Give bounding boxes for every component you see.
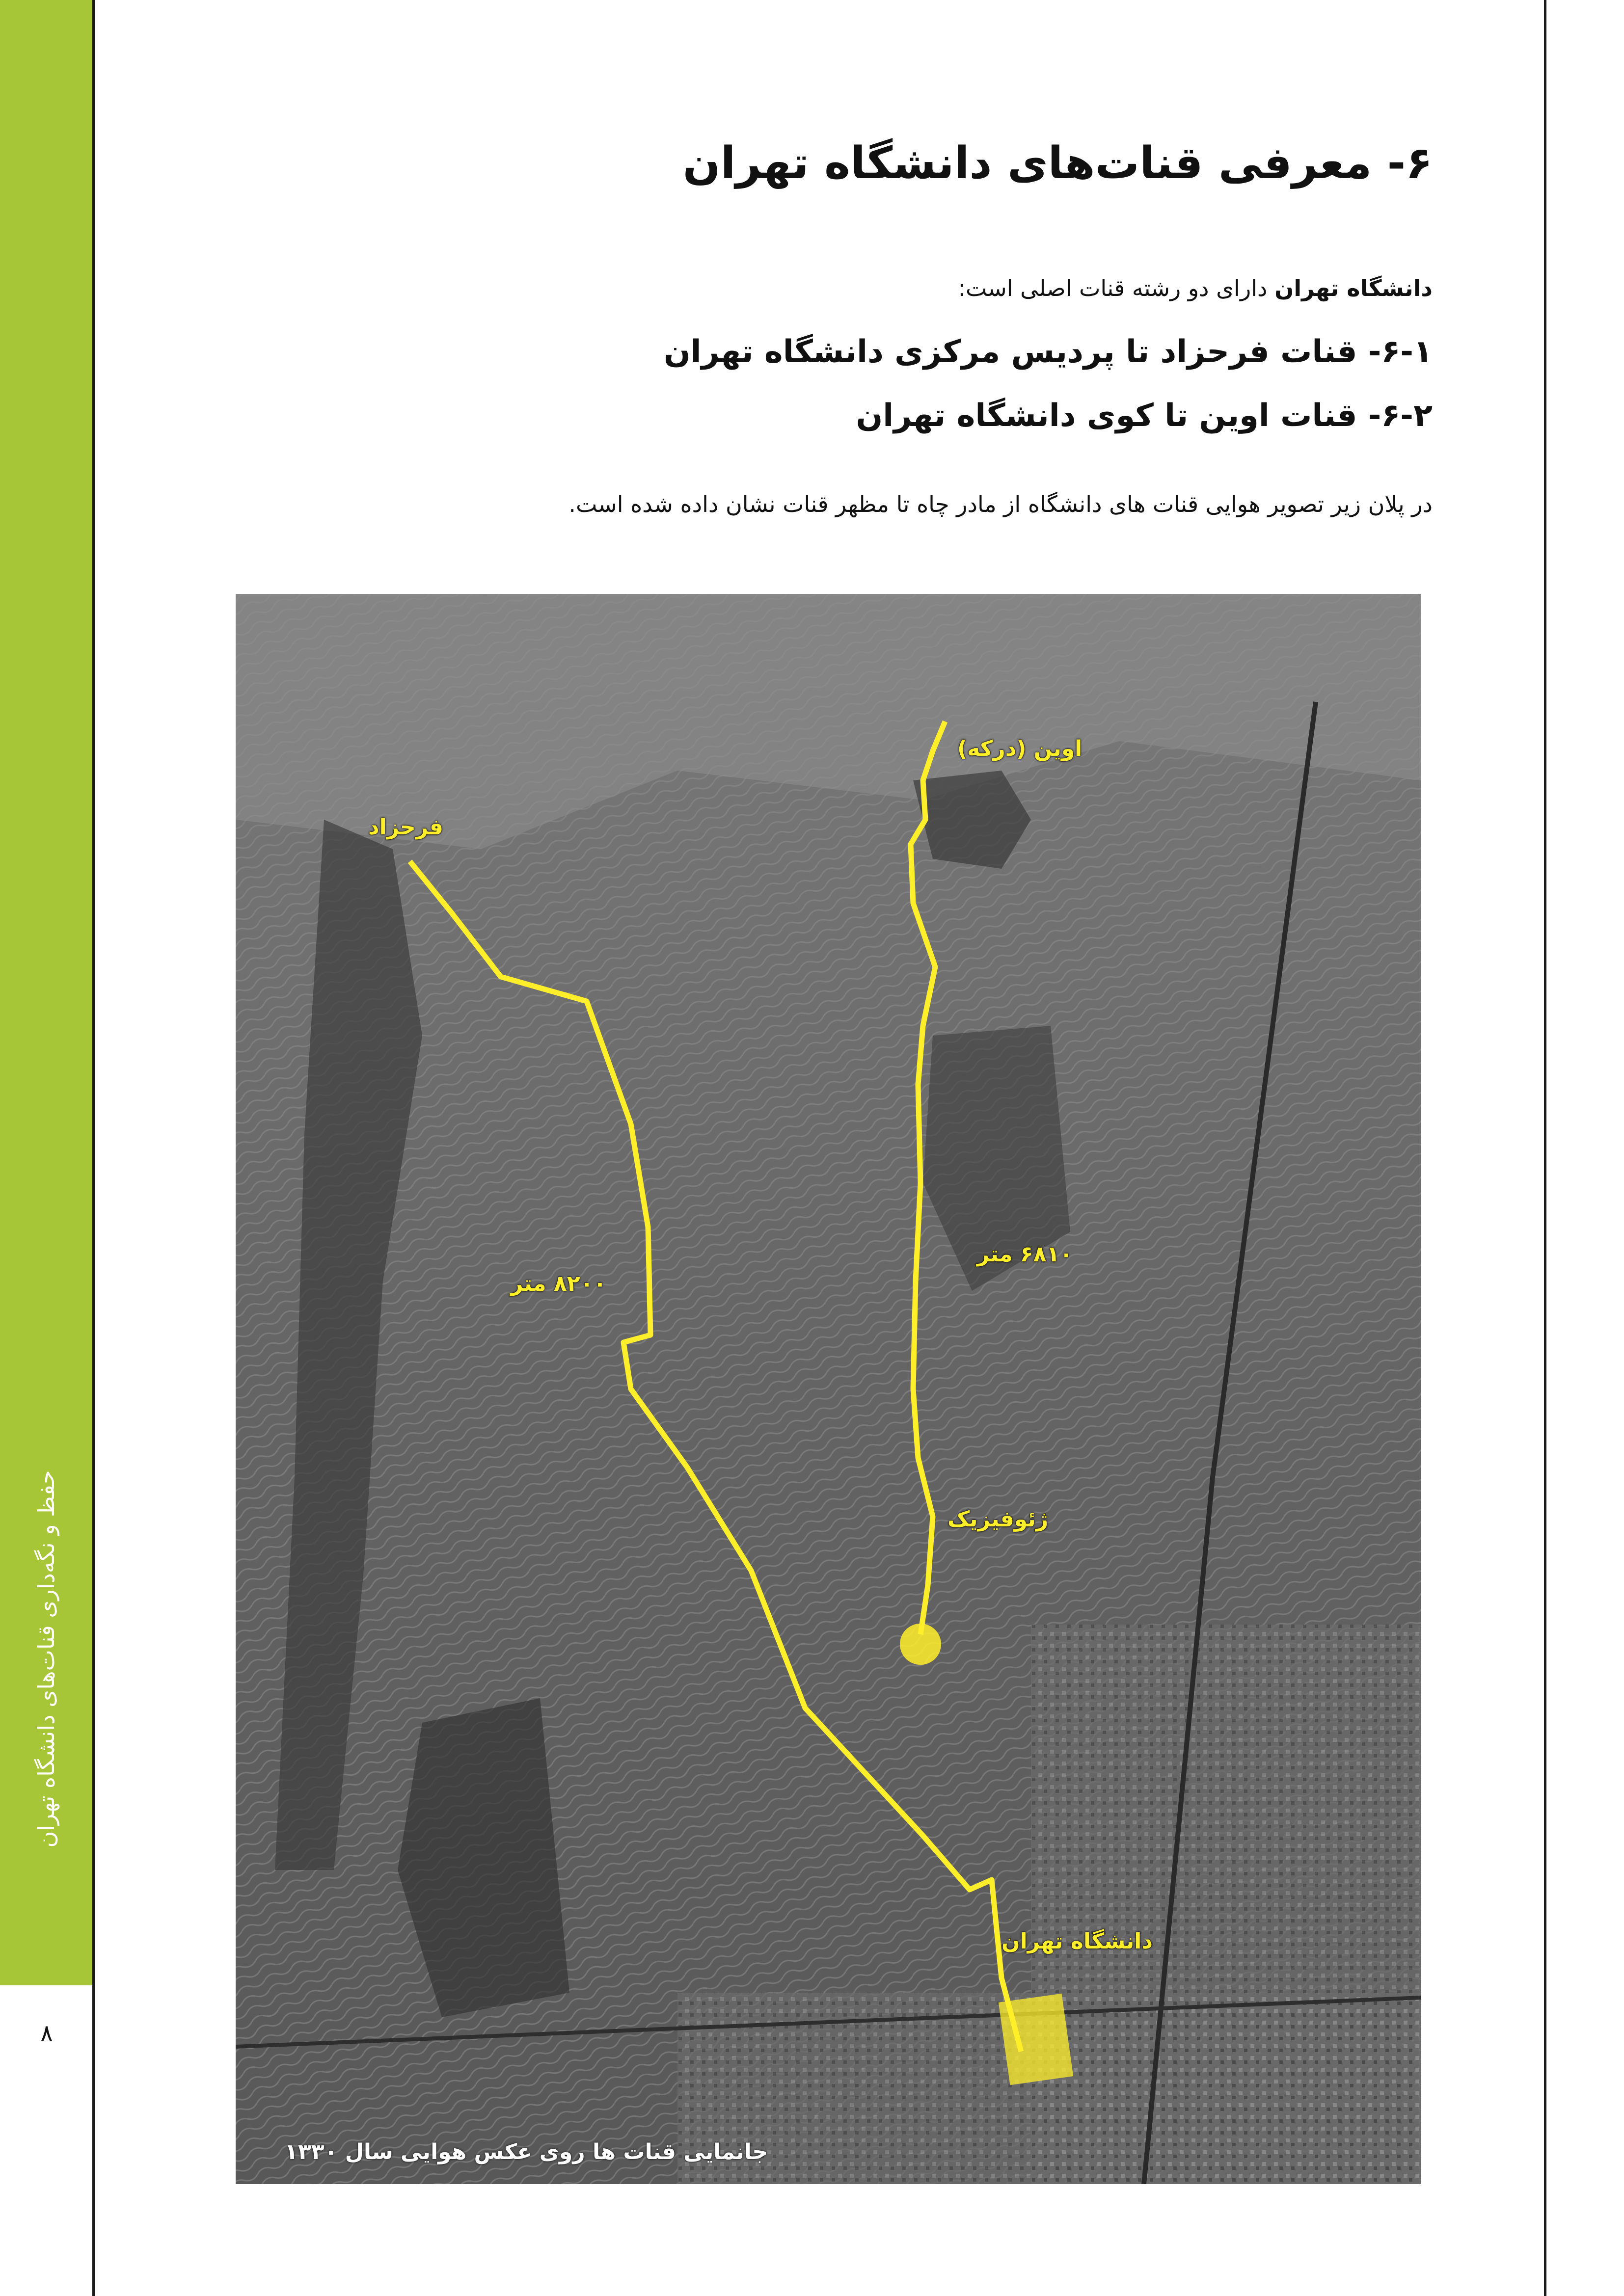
label-evin: اوین (درکه) [957,736,1083,761]
sidebar-running-title: حفظ و نگه‌داری قنات‌های دانشگاه تهران [33,1470,59,1848]
label-farahzad: فرحزاد [368,815,443,840]
subheading-farahzad: ۶-۱- قنات فرحزاد تا پردیس مرکزی دانشگاه تهران [663,334,1433,370]
body-paragraph: در پلان زیر تصویر هوایی قنات های دانشگاه از مادر چاه تا مظهر قنات نشان داده شده است. [568,491,1433,517]
right-rule [1544,0,1546,2296]
label-university: دانشگاه تهران [1001,1929,1153,1954]
label-geophysics: ژئوفیزیک [947,1507,1049,1532]
university-campus-marker [999,1994,1073,2085]
intro-rest: دارای دو رشته قنات اصلی است: [958,275,1275,301]
label-length-farahzad: ۸۲۰۰ متر [511,1271,607,1296]
geophysics-marker [900,1624,941,1665]
page-title: ۶- معرفی قنات‌های دانشگاه تهران [682,137,1433,189]
map-caption: جانمایی قنات ها روی عکس هوایی سال ۱۳۳۰ [285,2139,768,2164]
intro-line [958,275,1433,301]
left-rule [92,0,95,2296]
intro-bold: دانشگاه تهران [1274,275,1433,301]
subheading-evin: ۶-۲- قنات اوین تا کوی دانشگاه تهران [856,398,1433,434]
label-length-evin: ۶۸۱۰ متر [977,1242,1073,1267]
page-number: ۸ [40,2020,53,2047]
aerial-map [236,594,1421,2184]
